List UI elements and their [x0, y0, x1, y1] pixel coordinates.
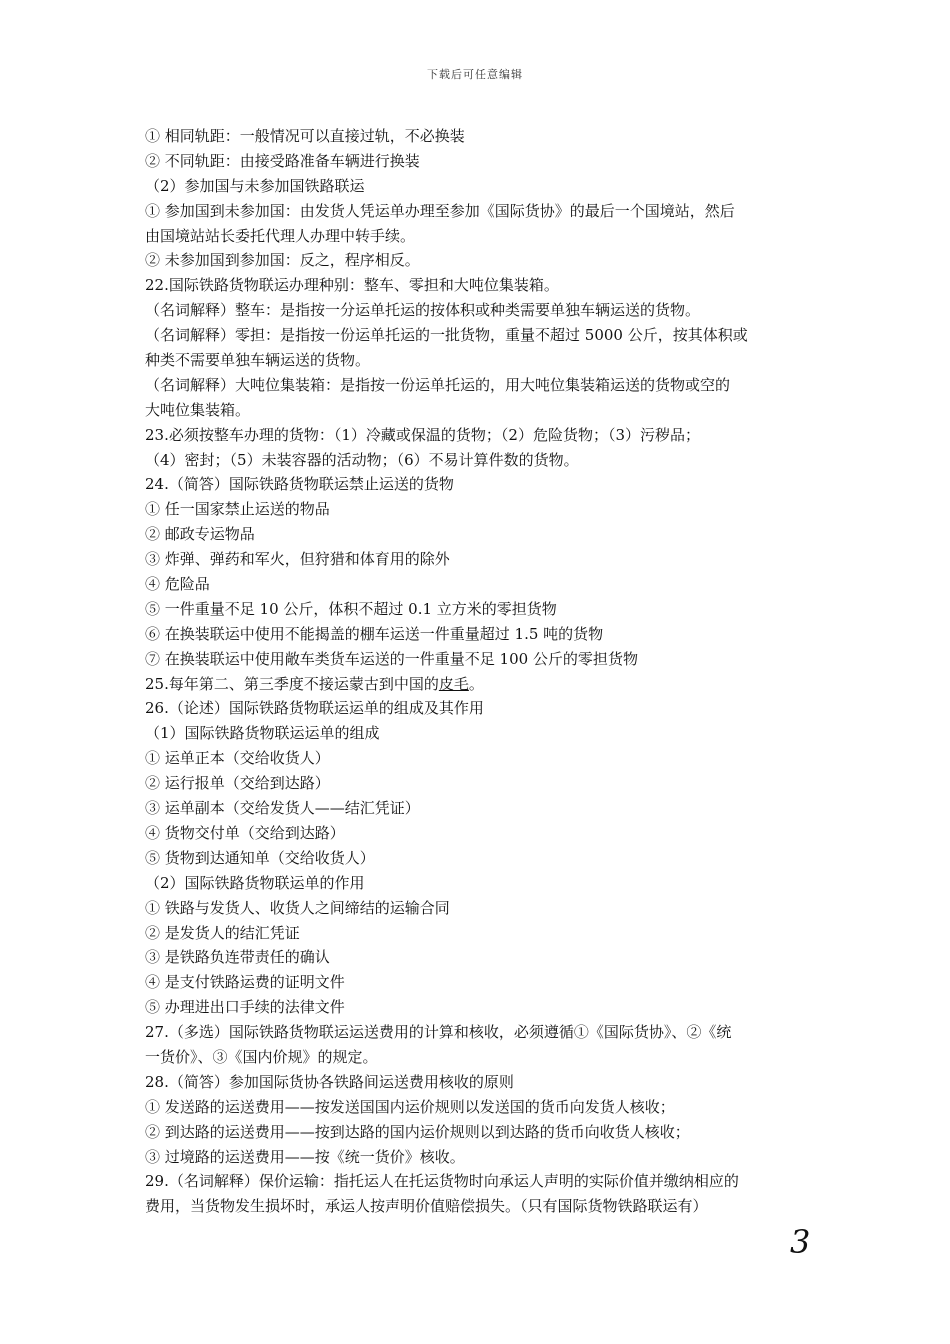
text-line: ② 到达路的运送费用——按到达路的国内运价规则以到达路的货币向收货人核收； [145, 1122, 690, 1141]
line-25-text: 25.每年第二、第三季度不接运蒙古到中国的 [145, 674, 439, 693]
text-line: ① 相同轨距：一般情况可以直接过轨，不必换装 [145, 127, 465, 145]
text-line: 27.（多选）国际铁路货物联运运送费用的计算和核收，必须遵循①《国际货协》、②《统 [145, 1023, 732, 1042]
text-line: 23.必须按整车办理的货物：（1）冷藏或保温的货物；（2）危险货物；（3）污秽品； [145, 425, 700, 444]
text-line: ⑥ 在换装联运中使用不能揭盖的棚车运送一件重量超过 1.5 吨的货物 [145, 624, 604, 643]
text-line: 26.（论述）国际铁路货物联运运单的组成及其作用 [145, 699, 484, 718]
underlined-term: 皮毛 [438, 674, 469, 693]
text-line: ⑤ 办理进出口手续的法律文件 [145, 998, 345, 1017]
text-line: 29.（名词解释）保价运输：指托运人在托运货物时向承运人声明的实际价值并缴纳相应的 [145, 1172, 739, 1191]
text-line: 费用，当货物发生损坏时，承运人按声明价值赔偿损失。（只有国际货物铁路联运有） [145, 1197, 708, 1216]
text-line: （名词解释）零担：是指按一份运单托运的一批货物，重量不超过 5000 公斤，按其体积或 [145, 326, 748, 345]
page-header: 下载后可任意编辑 [427, 68, 523, 81]
text-line: ① 发送路的运送费用——按发送国国内运价规则以发送国的货币向发货人核收； [145, 1097, 675, 1116]
text-line: （4）密封；（5）未装容器的活动物；（6）不易计算件数的货物。 [145, 450, 579, 469]
text-line: ② 未参加国到参加国：反之，程序相反。 [145, 251, 420, 270]
text-line: （1）国际铁路货物联运运单的组成 [145, 724, 380, 743]
text-line: 28.（简答）参加国际货协各铁路间运送费用核收的原则 [145, 1072, 514, 1091]
text-line: （2）参加国与未参加国铁路联运 [145, 176, 365, 195]
text-line: 大吨位集装箱。 [145, 400, 251, 419]
text-line: ③ 炸弹、弹药和军火，但狩猎和体育用的除外 [145, 550, 450, 569]
text-line: ① 运单正本（交给收货人） [145, 749, 330, 768]
text-line: ① 任一国家禁止运送的物品 [145, 500, 330, 519]
text-line: ① 参加国到未参加国：由发货人凭运单办理至参加《国际货协》的最后一个国境站，然后 [145, 201, 735, 220]
text-line: ② 是发货人的结汇凭证 [145, 923, 300, 942]
text-line: ③ 过境路的运送费用——按《统一货价》核收。 [145, 1147, 465, 1166]
text-line: （2）国际铁路货物联运单的作用 [145, 873, 365, 892]
line-25-end: 。 [468, 674, 484, 693]
text-line: ① 铁路与发货人、收货人之间缔结的运输合同 [145, 898, 450, 917]
text-line: ② 不同轨距：由接受路准备车辆进行换装 [145, 151, 420, 170]
text-line: ③ 运单副本（交给发货人——结汇凭证） [145, 799, 420, 818]
text-line: ⑤ 一件重量不足 10 公斤，体积不超过 0.1 立方米的零担货物 [145, 599, 557, 618]
text-line: ④ 危险品 [145, 575, 210, 594]
text-line: 一货价》、③《国内价规》的规定。 [145, 1047, 378, 1066]
text-line: ③ 是铁路负连带责任的确认 [145, 948, 330, 967]
text-line: 22.国际铁路货物联运办理种别：整车、零担和大吨位集装箱。 [145, 276, 559, 295]
text-line-25 [145, 672, 810, 697]
text-line: ④ 是支付铁路运费的证明文件 [145, 973, 345, 992]
text-line: （名词解释）整车：是指按一分运单托运的按体积或种类需要单独车辆运送的货物。 [145, 301, 701, 320]
text-line: ⑤ 货物到达通知单（交给收货人） [145, 848, 375, 867]
text-line: ⑦ 在换装联运中使用敞车类货车运送的一件重量不足 100 公斤的零担货物 [145, 649, 638, 668]
text-line: ② 运行报单（交给到达路） [145, 774, 330, 793]
text-line: ② 邮政专运物品 [145, 525, 255, 544]
page-number: 3 [790, 1223, 811, 1261]
document-body [145, 124, 810, 1219]
text-line: 由国境站站长委托代理人办理中转手续。 [145, 226, 416, 245]
text-line: （名词解释）大吨位集装箱：是指按一份运单托运的，用大吨位集装箱运送的货物或空的 [145, 375, 731, 394]
text-line: ④ 货物交付单（交给到达路） [145, 823, 345, 842]
text-line: 种类不需要单独车辆运送的货物。 [145, 351, 371, 370]
text-line: 24.（简答）国际铁路货物联运禁止运送的货物 [145, 475, 454, 494]
